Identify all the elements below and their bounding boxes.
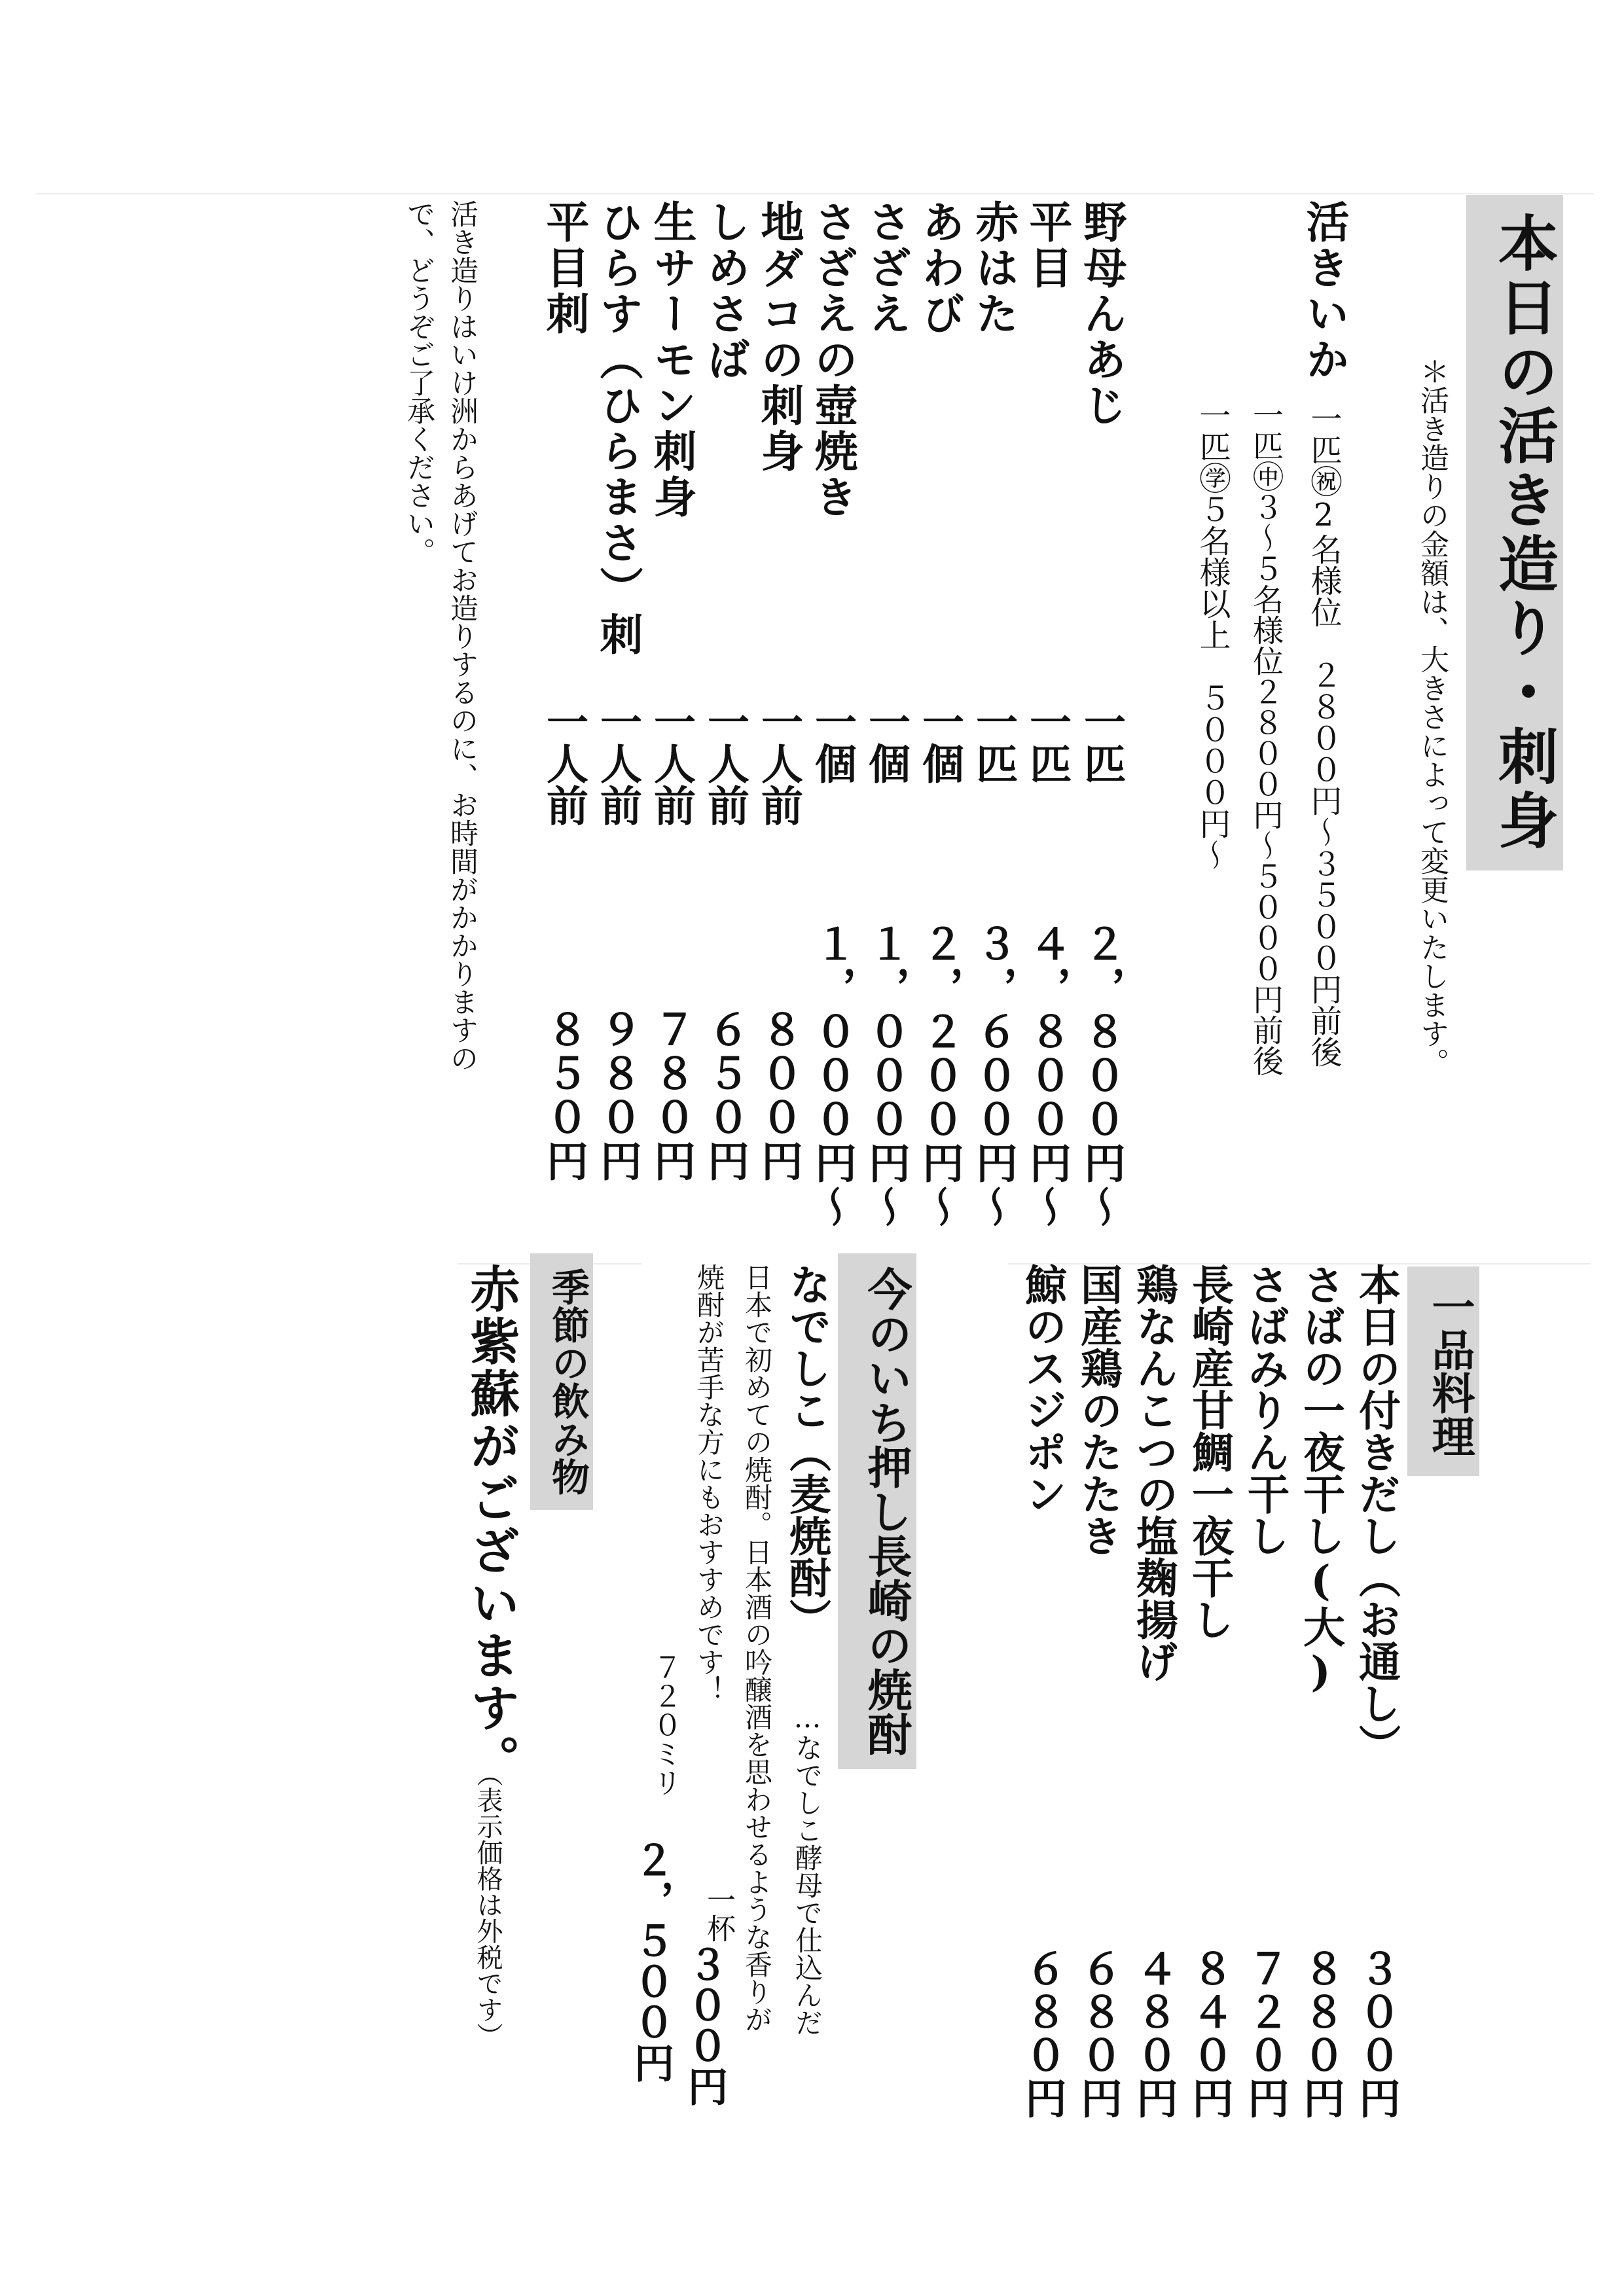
ika-line1: 一匹㊗2名様位 ２８００円～３５００円前後 bbox=[1305, 403, 1342, 1067]
ikizukuri-item-name: あわび bbox=[914, 200, 965, 337]
ikizukuri-item-price: １，０００円～ bbox=[808, 922, 857, 1229]
ikizukuri-item-price: ８５０円 bbox=[539, 1008, 588, 1183]
ikizukuri-item-name: しめさば bbox=[700, 200, 751, 383]
ippin-item-price: ７２０円 bbox=[1240, 1947, 1290, 2120]
ippin-item-price: ６８０円 bbox=[1074, 1947, 1123, 2120]
ikizukuri-item-price: ２，８００円～ bbox=[1077, 922, 1126, 1229]
shochu-desc-1: …なでしこ酵母で仕込んだ bbox=[791, 1702, 823, 2036]
ikizukuri-item-unit: 一人前 bbox=[539, 700, 588, 826]
section-title-seasonal: 季節の飲み物 bbox=[530, 1253, 593, 1510]
ippin-item-price: ８４０円 bbox=[1185, 1947, 1234, 2120]
ikizukuri-item-price: ９８０円 bbox=[593, 1008, 642, 1183]
shochu-desc-2: 日本で初めての焼酎。日本酒の吟醸酒を思わせるような香りが bbox=[741, 1263, 773, 2033]
ippin-item-price: ３００円 bbox=[1352, 1947, 1401, 2120]
ippin-item-name: 本日の付きだし（お通し） bbox=[1352, 1263, 1401, 1766]
ika-name: 活きいか bbox=[1299, 200, 1350, 383]
ikizukuri-item-name: 赤はた bbox=[968, 200, 1019, 337]
ippin-item-name: 長崎産甘鯛一夜干し bbox=[1185, 1263, 1234, 1640]
shochu-glass-label: 一杯 bbox=[702, 1885, 735, 1943]
ikizukuri-item-unit: 一個 bbox=[808, 700, 857, 784]
shochu-bottle-price: ２，５００円 bbox=[627, 1839, 675, 2083]
section-title-ippin: 一品料理 bbox=[1407, 1266, 1479, 1476]
section-title-ikizukuri: 本日の活き造り・刺身 bbox=[1466, 195, 1563, 870]
shochu-bottle-label: ７２０ミリ bbox=[648, 1653, 681, 1797]
ika-line3: 一匹㊫５名様以上 ５０００円～ bbox=[1194, 399, 1231, 870]
ippin-item-name: さばみりん干し bbox=[1240, 1263, 1290, 1556]
seasonal-text: 赤紫蘇がございます。 bbox=[462, 1263, 520, 1787]
ikizukuri-item-price: ７８０円 bbox=[647, 1008, 696, 1183]
top-divider bbox=[36, 193, 1594, 194]
ippin-item-price: ８８０円 bbox=[1296, 1947, 1345, 2120]
ippin-item-name: 国産鶏のたたき bbox=[1074, 1263, 1123, 1556]
ikizukuri-item-unit: 一人前 bbox=[700, 700, 749, 826]
ikizukuri-item-unit: 一匹 bbox=[969, 700, 1018, 784]
ikizukuri-item-price: ６５０円 bbox=[700, 1008, 749, 1183]
ikizukuri-item-name: さざえの壺焼き bbox=[807, 200, 858, 520]
ikizukuri-item-unit: 一個 bbox=[861, 700, 911, 784]
ippin-item-name: 鶏なんこつの塩麹揚げ bbox=[1129, 1263, 1178, 1682]
ikizukuri-item-unit: 一人前 bbox=[647, 700, 696, 826]
ikizukuri-item-unit: 一人前 bbox=[593, 700, 642, 826]
ikizukuri-item-price: ３，６００円～ bbox=[969, 922, 1018, 1229]
ikizukuri-item-unit: 一匹 bbox=[1077, 700, 1126, 784]
ikizukuri-item-name: 平目刺 bbox=[539, 200, 590, 337]
shochu-desc-3: 焼酎が苦手な方にもおすすめです！ bbox=[693, 1263, 725, 1703]
ikizukuri-item-name: 生サーモン刺身 bbox=[646, 200, 697, 520]
ikizukuri-item-price: １，０００円～ bbox=[861, 922, 911, 1229]
shochu-glass-price: ３００円 bbox=[681, 1944, 729, 2106]
ippin-item-price: ４８０円 bbox=[1129, 1947, 1178, 2120]
ikizukuri-item-unit: 一人前 bbox=[754, 700, 803, 826]
ikizukuri-item-unit: 一匹 bbox=[1022, 700, 1072, 784]
ikizukuri-item-name: ひらす（ひらまさ）刺 bbox=[592, 200, 643, 658]
ippin-item-price: ６８０円 bbox=[1018, 1947, 1067, 2120]
ikizukuri-item-price: ４，８００円～ bbox=[1022, 922, 1072, 1229]
ikizukuri-item-name: さざえ bbox=[861, 200, 912, 337]
ikizukuri-item-name: 地ダコの刺身 bbox=[753, 200, 804, 475]
ippin-item-name: 鯨のスジポン bbox=[1018, 1263, 1067, 1515]
ikizukuri-item-price: ２，２００円～ bbox=[915, 922, 964, 1229]
tax-note: （表示価格は外税です） bbox=[473, 1761, 503, 2049]
ikizukuri-item-unit: 一個 bbox=[915, 700, 964, 784]
ippin-item-name: さばの一夜干し(大) bbox=[1296, 1263, 1345, 1696]
ikizukuri-footnote-2: で、どうぞご了承ください。 bbox=[403, 200, 435, 565]
ikizukuri-item-name: 平目 bbox=[1022, 200, 1073, 291]
ikizukuri-item-price: ８００円 bbox=[754, 1008, 803, 1183]
ikizukuri-footnote-1: 活き造りはいけ洲からあげてお造りするのに、お時間がかかりますの bbox=[446, 200, 478, 1072]
ikizukuri-item-name: 野母んあじ bbox=[1076, 200, 1127, 429]
section-title-shochu: 今のいち押し長崎の焼酎 bbox=[838, 1253, 916, 1769]
ika-line2: 一匹㊥３～５名様位２８００円～５０００円前後 bbox=[1248, 399, 1284, 1076]
ikizukuri-note: ＊活き造りの金額は、大きさによって変更いたします。 bbox=[1415, 357, 1449, 1077]
shochu-name: なでしこ（麦焼酎） bbox=[782, 1263, 831, 1640]
